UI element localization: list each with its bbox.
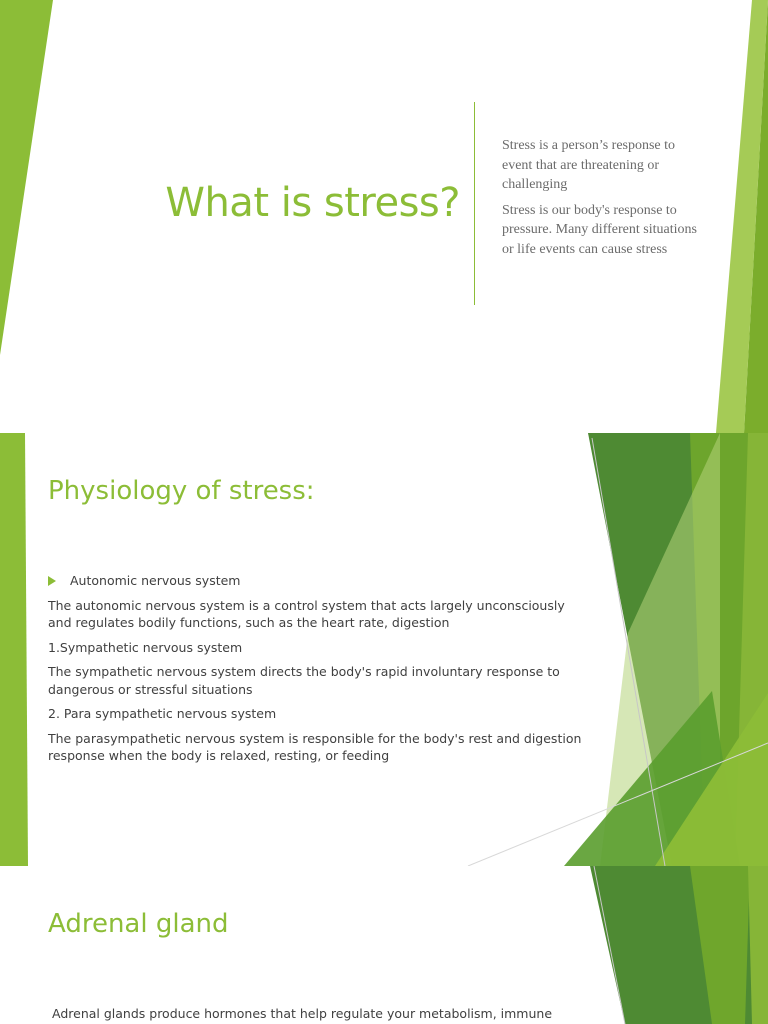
slide-title: Physiology of stress: [48,476,315,506]
title-divider [474,102,475,305]
body-paragraph: 1.Sympathetic nervous system [48,639,243,655]
slide3-decoration [0,866,768,1024]
definition-paragraph: Stress is a person’s response to event that are threatening or challenging [502,138,676,192]
slide-what-is-stress [0,0,768,433]
left-green-band [0,0,53,355]
left-green-band [0,433,28,866]
definition-text [502,136,702,265]
slide-title: Adrenal gland [48,909,229,939]
slide-adrenal-gland [0,866,768,1024]
slide-title: What is stress? [165,180,460,226]
definition-paragraph: Stress is our body's response to pressure. Many different situations or life events can cause stress [502,202,697,257]
bullet-item [48,572,588,590]
body-paragraph: The autonomic nervous system is a control system that acts largely unconsciously and regulates bodily functions, such as the heart rate, digestion [48,597,565,630]
body-paragraph: Adrenal glands produce hormones that help regulate your metabolism, immune [52,1006,553,1021]
slide-physiology-of-stress [0,433,768,866]
body-paragraph: The parasympathetic nervous system is responsible for the body's rest and digestion response when the body is relaxed, resting, or feeding [48,730,582,763]
body-paragraph: The sympathetic nervous system directs the body's rapid involuntary response to dangerous or stressful situations [48,664,560,697]
bullet-arrow-icon [48,576,56,586]
slide-body [48,572,588,772]
body-paragraph: 2. Para sympathetic nervous system [48,706,277,721]
bullet-text: Autonomic nervous system [70,573,241,588]
